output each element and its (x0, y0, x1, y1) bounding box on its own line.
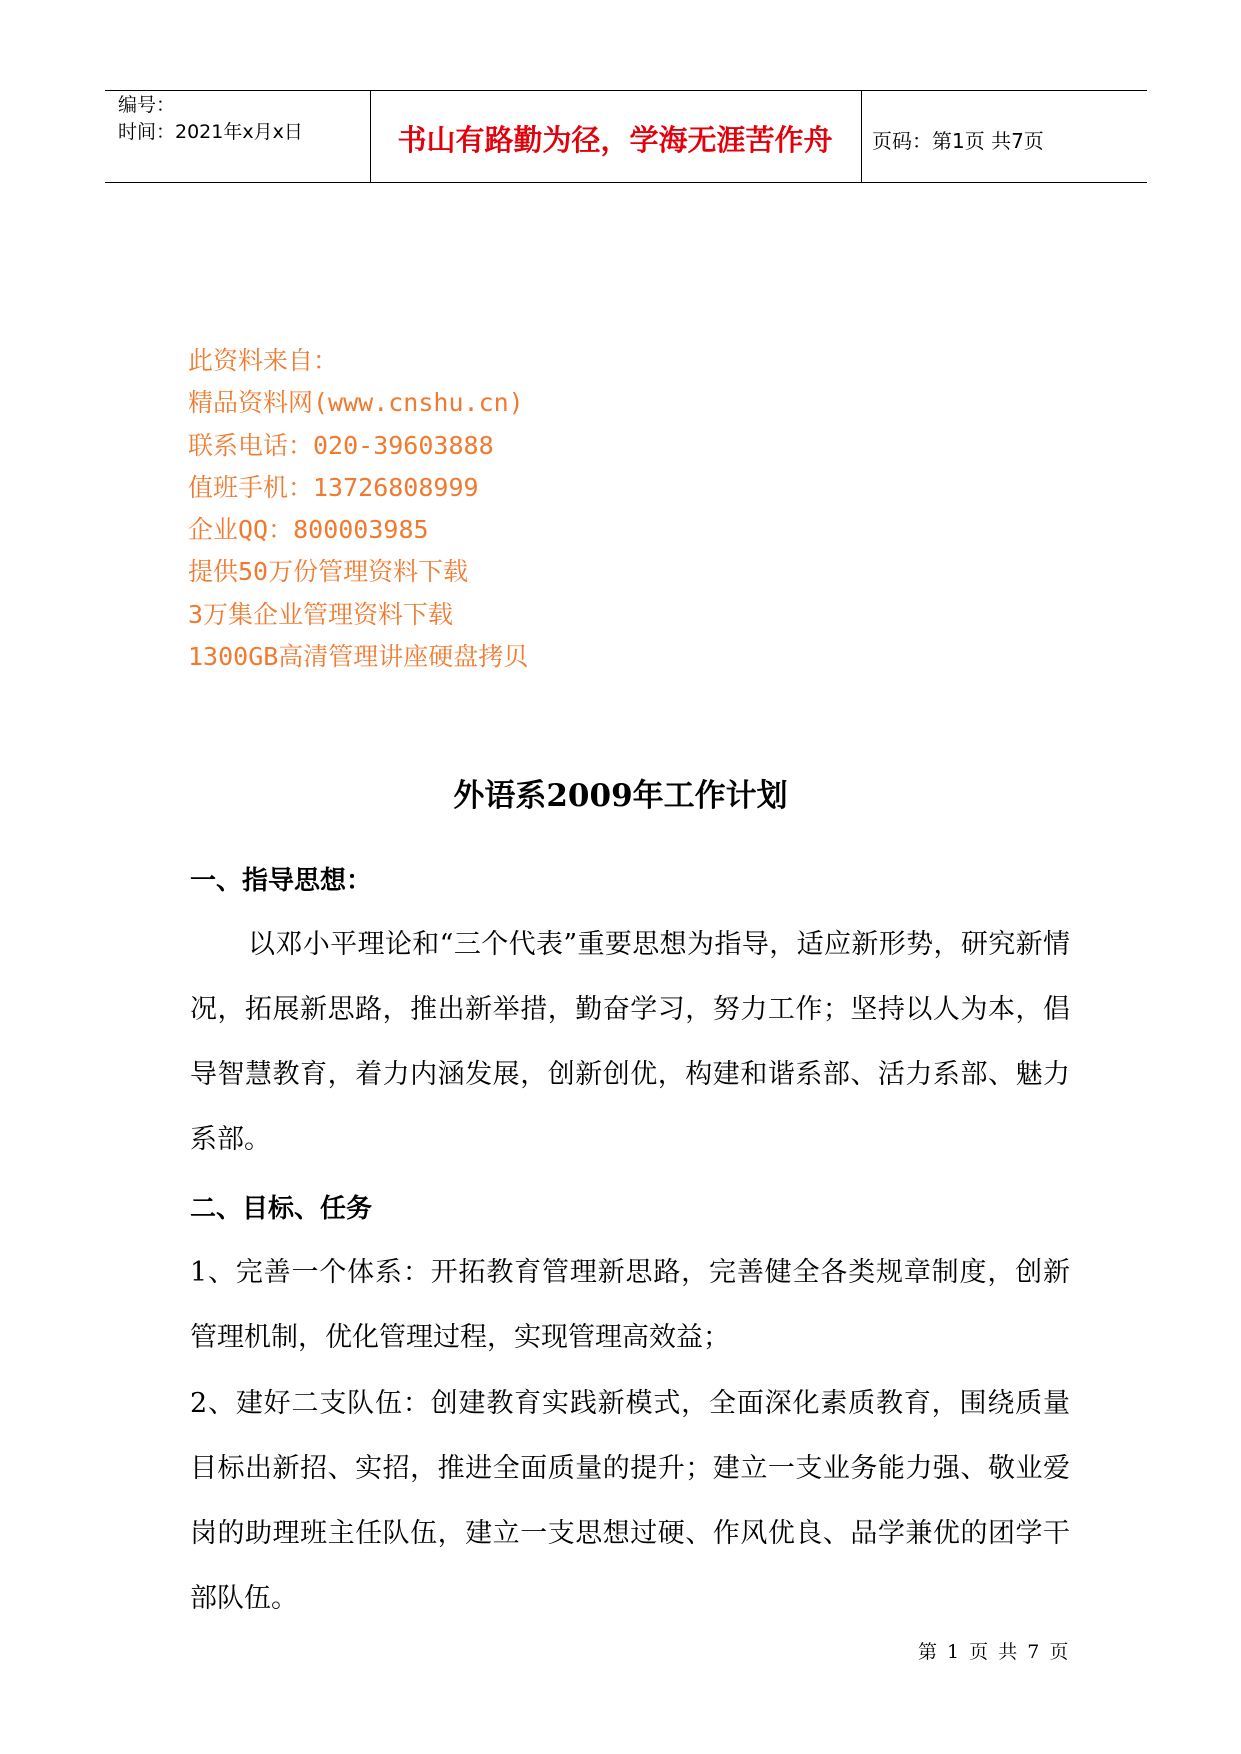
promo-line: 此资料来自： (188, 346, 339, 375)
section-heading-goals: 二、目标、任务 (190, 1194, 373, 1224)
header-number: 编号： (118, 94, 176, 116)
promo-block (188, 340, 528, 678)
promo-line: 联系电话：020-39603888 (188, 430, 494, 460)
promo-line: 精品资料网(www.cnshu.cn) (188, 388, 524, 418)
header-top-rule (105, 90, 1147, 91)
header-motto: 书山有路勤为径，学海无涯苦作舟 (397, 123, 833, 157)
promo-line: 值班手机：13726808999 (188, 472, 479, 502)
header-info (118, 92, 303, 146)
paragraph-guiding-thought: 以邓小平理论和“三个代表”重要思想为指导，适应新形势，研究新情况，拓展新思路，推出新举措，勤奋学习，努力工作；坚持以人为本，倡导智慧教育，着力内涵发展，创新创优，构建和谐系部、活力系部、魅力系部。 (190, 929, 1070, 1155)
header-page-number: 页码：第1页 共7页 (872, 129, 1044, 153)
promo-line: 1300GB高清管理讲座硬盘拷贝 (188, 642, 529, 672)
promo-line: 企业QQ：800003985 (188, 515, 429, 545)
header-time: 时间：2021年x月x日 (118, 121, 303, 143)
promo-line: 提供50万份管理资料下载 (188, 557, 469, 587)
document-title: 外语系2009年工作计划 (453, 778, 788, 814)
promo-line: 3万集企业管理资料下载 (188, 599, 454, 629)
header-bottom-rule (105, 182, 1147, 183)
footer-page-number: 第 1 页 共 7 页 (918, 1641, 1071, 1663)
paragraph-item-1: 1、完善一个体系：开拓教育管理新思路，完善健全各类规章制度，创新管理机制，优化管理过程，实现管理高效益； (190, 1257, 1070, 1353)
header-divider-right (861, 90, 862, 182)
section-heading-guiding-thought: 一、指导思想： (190, 866, 373, 896)
paragraph-item-2: 2、建好二支队伍：创建教育实践新模式，全面深化素质教育，围绕质量目标出新招、实招，推进全面质量的提升；建立一支业务能力强、敬业爱岗的助理班主任队伍，建立一支思想过硬、作风优良、品学兼优的团学干部队伍。 (190, 1388, 1070, 1614)
